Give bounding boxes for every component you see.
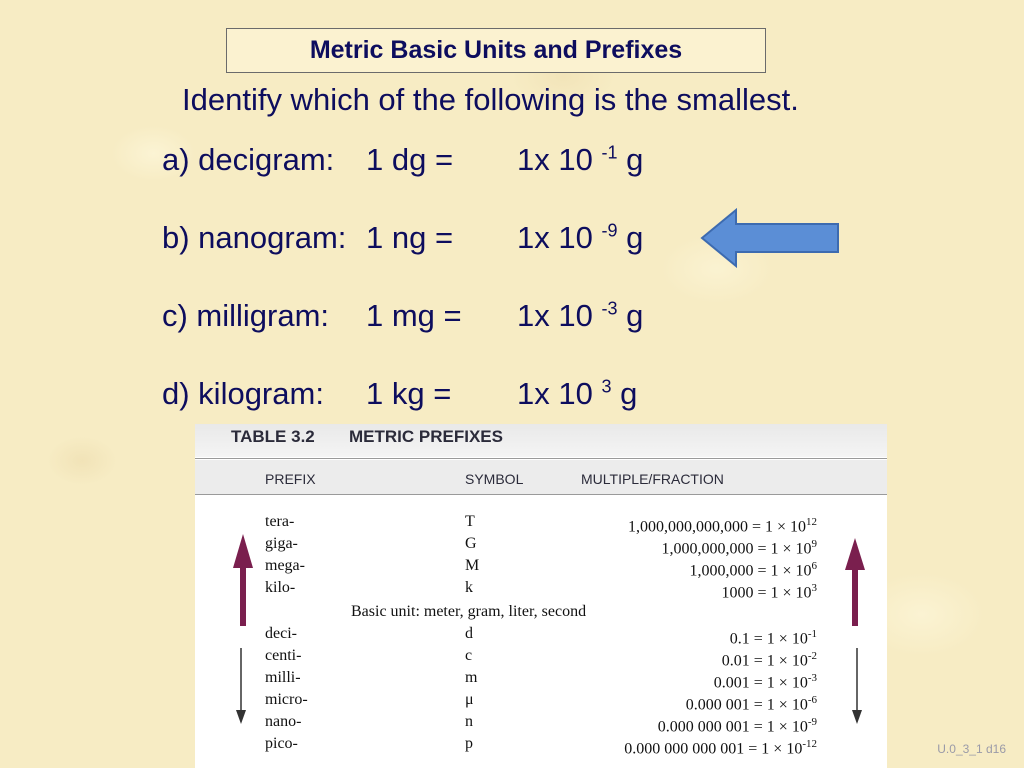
row-prefix: pico- xyxy=(265,735,298,752)
row-exp: -1 xyxy=(807,628,817,640)
option-b-exp: -9 xyxy=(601,220,618,241)
option-a-suffix: g xyxy=(626,142,644,177)
row-symbol: μ xyxy=(465,691,474,708)
metric-prefixes-table xyxy=(195,424,887,768)
slide-title: Metric Basic Units and Prefixes xyxy=(309,36,683,64)
option-d-suffix: g xyxy=(620,376,638,411)
row-value: 0.01 = 1 × 10 xyxy=(721,652,808,670)
arrow-up-left-icon xyxy=(231,532,255,628)
arrow-up-right-icon xyxy=(843,536,867,628)
option-b-value xyxy=(517,220,643,256)
row-symbol: M xyxy=(465,557,480,574)
row-value: 0.1 = 1 × 10 xyxy=(729,630,808,648)
row-prefix: tera- xyxy=(265,513,295,530)
row-value: 0.000 001 = 1 × 10 xyxy=(685,696,808,714)
row-exp: -9 xyxy=(807,716,817,728)
row-value: 1,000,000,000,000 = 1 × 10 xyxy=(627,518,806,536)
option-b-unit: 1 ng = xyxy=(366,220,454,255)
option-d-value xyxy=(517,376,637,412)
row-prefix: nano- xyxy=(265,713,302,730)
option-b-suffix: g xyxy=(626,220,644,255)
row-exp: 12 xyxy=(806,516,817,528)
option-b-base: 1x 10 xyxy=(517,220,593,255)
option-a-name: a) decigram: xyxy=(162,142,335,177)
row-prefix: micro- xyxy=(265,691,308,708)
arrow-down-right-icon xyxy=(849,646,865,726)
row-symbol: p xyxy=(465,735,473,752)
option-d-base: 1x 10 xyxy=(517,376,593,411)
option-a-exp: -1 xyxy=(601,142,618,163)
option-a-value xyxy=(517,142,643,178)
row-value: 0.000 000 001 = 1 × 10 xyxy=(657,718,808,736)
row-value: 1,000,000 = 1 × 10 xyxy=(689,562,812,580)
row-prefix: deci- xyxy=(265,625,297,642)
slide-footer-id: U.0_3_1 d16 xyxy=(937,742,1006,756)
row-value: 0.000 000 000 001 = 1 × 10 xyxy=(624,740,803,758)
row-prefix: kilo- xyxy=(265,579,296,596)
option-c-name: c) milligram: xyxy=(162,298,330,333)
row-prefix: milli- xyxy=(265,669,301,686)
row-symbol: m xyxy=(465,669,478,686)
answer-arrow-icon xyxy=(700,208,842,268)
row-exp: -6 xyxy=(807,694,817,706)
row-multiple xyxy=(721,578,817,603)
row-symbol: d xyxy=(465,625,473,642)
row-symbol: G xyxy=(465,535,477,552)
row-symbol: n xyxy=(465,713,473,730)
row-exp: -3 xyxy=(807,672,817,684)
row-exp: -2 xyxy=(807,650,817,662)
basic-unit-row: Basic unit: meter, gram, liter, second xyxy=(351,603,587,620)
row-symbol: c xyxy=(465,647,473,664)
option-a-base: 1x 10 xyxy=(517,142,593,177)
option-c-base: 1x 10 xyxy=(517,298,593,333)
option-b-name: b) nanogram: xyxy=(162,220,347,255)
option-d-name: d) kilogram: xyxy=(162,376,324,411)
row-prefix: giga- xyxy=(265,535,298,552)
row-symbol: k xyxy=(465,579,473,596)
table-label: TABLE 3.2 xyxy=(231,427,315,446)
option-c-unit: 1 mg = xyxy=(366,298,462,333)
question-text: Identify which of the following is the smallest. xyxy=(182,82,799,117)
option-d-exp: 3 xyxy=(601,376,612,397)
table-rule-top xyxy=(195,458,887,459)
row-prefix: mega- xyxy=(265,557,305,574)
arrow-down-left-icon xyxy=(233,646,249,726)
slide-title-box xyxy=(226,28,766,73)
row-value: 1,000,000,000 = 1 × 10 xyxy=(661,540,812,558)
option-d-unit: 1 kg = xyxy=(366,376,452,411)
col-header-prefix: PREFIX xyxy=(265,471,316,487)
col-header-symbol: SYMBOL xyxy=(465,471,524,487)
row-prefix: centi- xyxy=(265,647,302,664)
option-a-unit: 1 dg = xyxy=(366,142,454,177)
row-exp: 3 xyxy=(811,582,817,594)
table-rule-header xyxy=(195,494,887,495)
row-value: 0.001 = 1 × 10 xyxy=(713,674,808,692)
option-c-exp: -3 xyxy=(601,298,618,319)
option-c-suffix: g xyxy=(626,298,644,333)
row-exp: -12 xyxy=(802,738,817,750)
row-symbol: T xyxy=(465,513,475,530)
col-header-multiple: MULTIPLE/FRACTION xyxy=(581,471,724,487)
row-exp: 6 xyxy=(811,560,817,572)
row-value: 1000 = 1 × 10 xyxy=(721,584,812,602)
row-exp: 9 xyxy=(811,538,817,550)
row-multiple xyxy=(624,734,817,759)
option-c-value xyxy=(517,298,643,334)
table-title: METRIC PREFIXES xyxy=(349,427,503,446)
